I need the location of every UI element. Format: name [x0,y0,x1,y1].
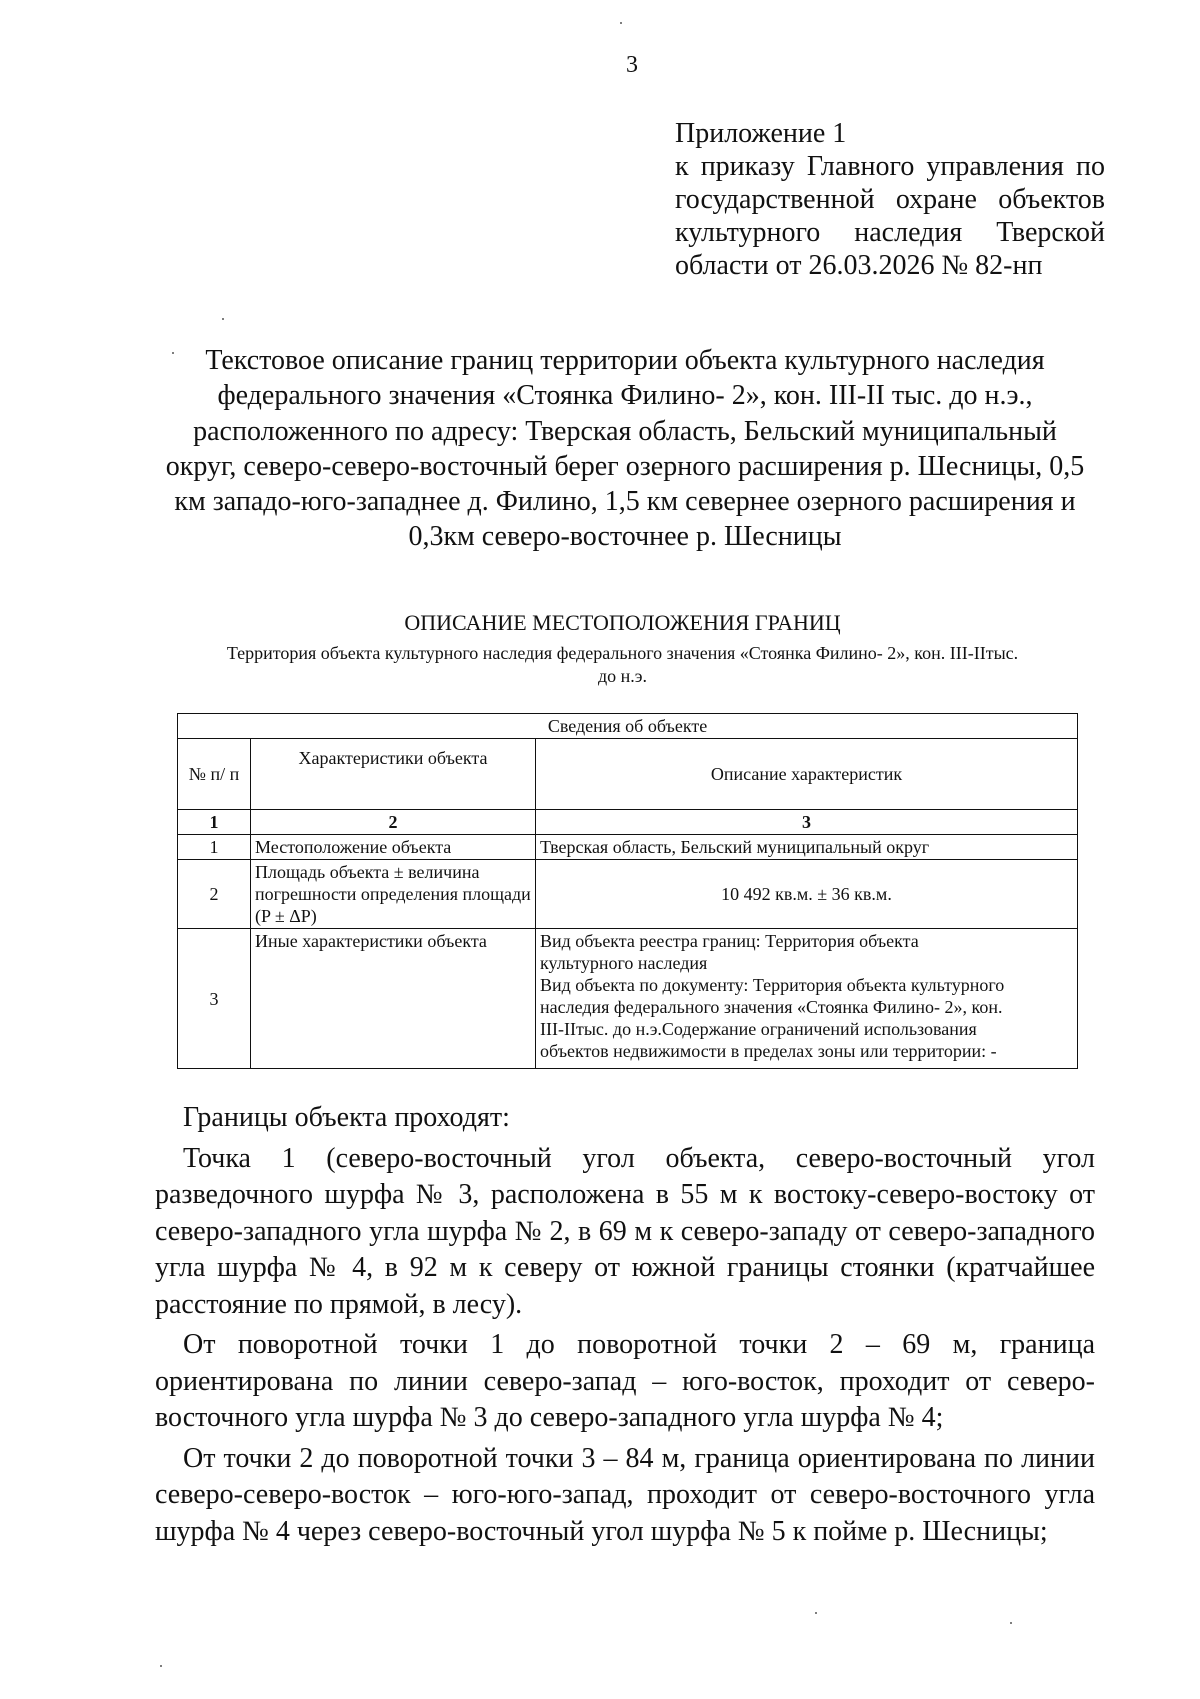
table-caption: Сведения об объекте [178,714,1078,739]
description-line: наследия федерального значения «Стоянка Филино- 2», кон. [540,997,1003,1017]
table-row [178,835,1078,860]
description-line: объектов недвижимости в пределах зоны или территории: - [540,1041,997,1061]
row-description: 10 492 кв.м. ± 36 кв.м. [536,860,1078,929]
scan-speck [1010,1622,1012,1624]
description-line: Вид объекта по документу: Территория объекта культурного [540,975,1005,995]
column-number-row [178,810,1078,835]
row-description: Тверская область, Бельский муниципальный округ [536,835,1078,860]
table-subheading-line: до н.э. [597,666,648,686]
boundary-paragraph: Точка 1 (северо-восточный угол объекта, северо-восточный угол разведочного шурфа № 3, расположена в 55 м к востоку-северо-востоку от северо-западного угла шурфа № 2, в 69 м к северо-западу от северо-западного угла шурфа № 4, в 92 м к северу от южной границы стоянки (кратчайшее расстояние по прямой, в лесу). [155,1142,1095,1320]
title-line: расположенного по адресу: Тверская область, Бельский муниципальный [193,415,1057,447]
appendix-line: области от 26.03.2026 № 82-нп [675,250,1043,281]
row-num: 3 [178,929,251,1069]
title-line: 0,3км северо-восточнее р. Шесницы [408,521,842,553]
description-line: Вид объекта реестра границ: Территория объекта [540,931,919,951]
table-caption-row [178,714,1078,739]
title-line: Текстовое описание границ территории объекта культурного наследия [205,345,1045,376]
column-number: 3 [536,810,1078,835]
boundaries-heading: Границы объекта проходят: [183,1102,510,1133]
table-header-row [178,739,1078,810]
table-subheading [170,642,1075,688]
scan-speck [172,352,174,354]
table-heading: ОПИСАНИЕ МЕСТОПОЛОЖЕНИЯ ГРАНИЦ [404,610,841,635]
appendix-title: Приложение 1 [675,118,847,149]
scan-speck [620,22,622,24]
row-description [536,929,1078,1069]
header-description: Описание характеристик [536,739,1078,810]
title-line: федерального значения «Стоянка Филино- 2», кон. III-II тыс. до н.э., [217,380,1033,412]
description-line: III-IIтыс. до н.э.Содержание ограничений использования [540,1019,977,1039]
appendix-block [675,117,1105,282]
appendix-line: к приказу Главного управления по [675,151,1105,182]
scan-speck [222,318,224,320]
table-row [178,860,1078,929]
row-characteristic: Иные характеристики объекта [251,929,536,1069]
document-title [150,343,1100,555]
table-row [178,929,1078,1069]
object-info-table [177,713,1078,1069]
boundary-paragraph: От поворотной точки 1 до поворотной точки 2 – 69 м, граница ориентирована по линии северо-запад – юго-восток, проходит от северо-восточного угла шурфа № 3 до северо-западного угла шурфа № 4; [155,1329,1095,1433]
description-line: культурного наследия [540,953,708,973]
row-num: 2 [178,860,251,929]
boundary-paragraph: От точки 2 до поворотной точки 3 – 84 м, граница ориентирована по линии северо-северо-восток – юго-юго-запад, проходит от северо-восточного угла шурфа № 4 через северо-восточный угол шурфа № 5 к пойме р. Шесницы; [155,1442,1095,1547]
header-num: № п/ п [178,739,251,810]
column-number: 1 [178,810,251,835]
scan-speck [160,1665,162,1667]
title-line: округ, северо-северо-восточный берег озерного расширения р. Шесницы, 0,5 [165,450,1085,482]
row-characteristic: Площадь объекта ± величина погрешности определения площади (P ± ΔP) [251,860,536,929]
appendix-line: государственной охране объектов [675,184,1105,215]
scan-speck [815,1612,817,1614]
row-characteristic: Местоположение объекта [251,835,536,860]
title-line: км западо-юго-западнее д. Филино, 1,5 км севернее озерного расширения и [174,486,1076,518]
header-characteristic: Характеристики объекта [251,739,536,810]
column-number: 2 [251,810,536,835]
table-subheading-line: Территория объекта культурного наследия федерального значения «Стоянка Филино- 2», кон. III-IIтыс. [226,643,1019,663]
boundaries-section [155,1100,1095,1550]
row-num: 1 [178,835,251,860]
page-number: 3 [626,52,638,78]
appendix-line: культурного наследия Тверской [675,217,1105,248]
